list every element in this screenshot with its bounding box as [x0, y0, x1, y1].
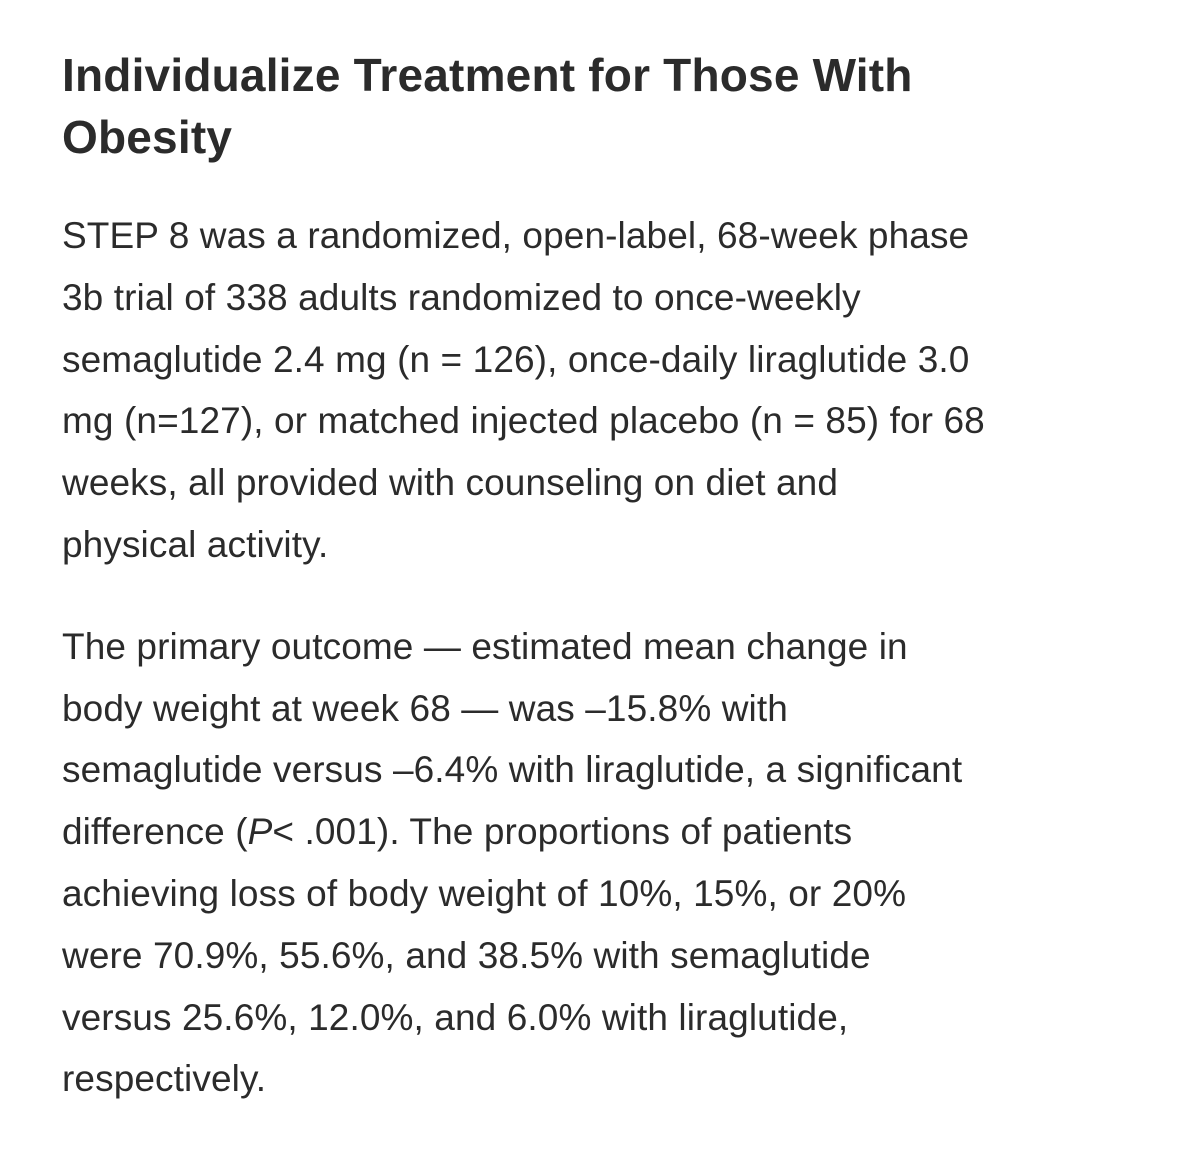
- p-value-symbol: P: [247, 811, 273, 853]
- text-line: [62, 801, 1162, 863]
- heading-line: Obesity: [62, 111, 233, 163]
- text-line: were 70.9%, 55.6%, and 38.5% with semaglutide: [62, 934, 871, 976]
- heading-line: Individualize Treatment for Those With: [62, 49, 913, 101]
- text-segment: < .001). The proportions of patients: [272, 811, 853, 853]
- text-line: achieving loss of body weight of 10%, 15%, or 20%: [62, 872, 907, 914]
- paragraph-primary-outcome: [62, 616, 1162, 1110]
- text-line: 3b trial of 338 adults randomized to once-weekly: [62, 276, 861, 318]
- text-line: physical activity.: [62, 523, 329, 565]
- text-line: The primary outcome — estimated mean change in: [62, 625, 908, 667]
- text-line: semaglutide 2.4 mg (n = 126), once-daily liraglutide 3.0: [62, 338, 970, 380]
- text-line: versus 25.6%, 12.0%, and 6.0% with liraglutide,: [62, 996, 849, 1038]
- text-line: body weight at week 68 — was –15.8% with: [62, 687, 788, 729]
- text-segment: difference (: [62, 811, 248, 853]
- paragraph-study-design: [62, 205, 1162, 576]
- article: [62, 44, 1162, 1110]
- text-line: respectively.: [62, 1058, 267, 1100]
- text-line: weeks, all provided with counseling on diet and: [62, 462, 839, 504]
- text-line: mg (n=127), or matched injected placebo (n = 85) for 68: [62, 400, 985, 442]
- text-line: semaglutide versus –6.4% with liraglutide, a significant: [62, 749, 963, 791]
- text-line: STEP 8 was a randomized, open-label, 68-week phase: [62, 215, 970, 256]
- article-heading: [62, 44, 1162, 168]
